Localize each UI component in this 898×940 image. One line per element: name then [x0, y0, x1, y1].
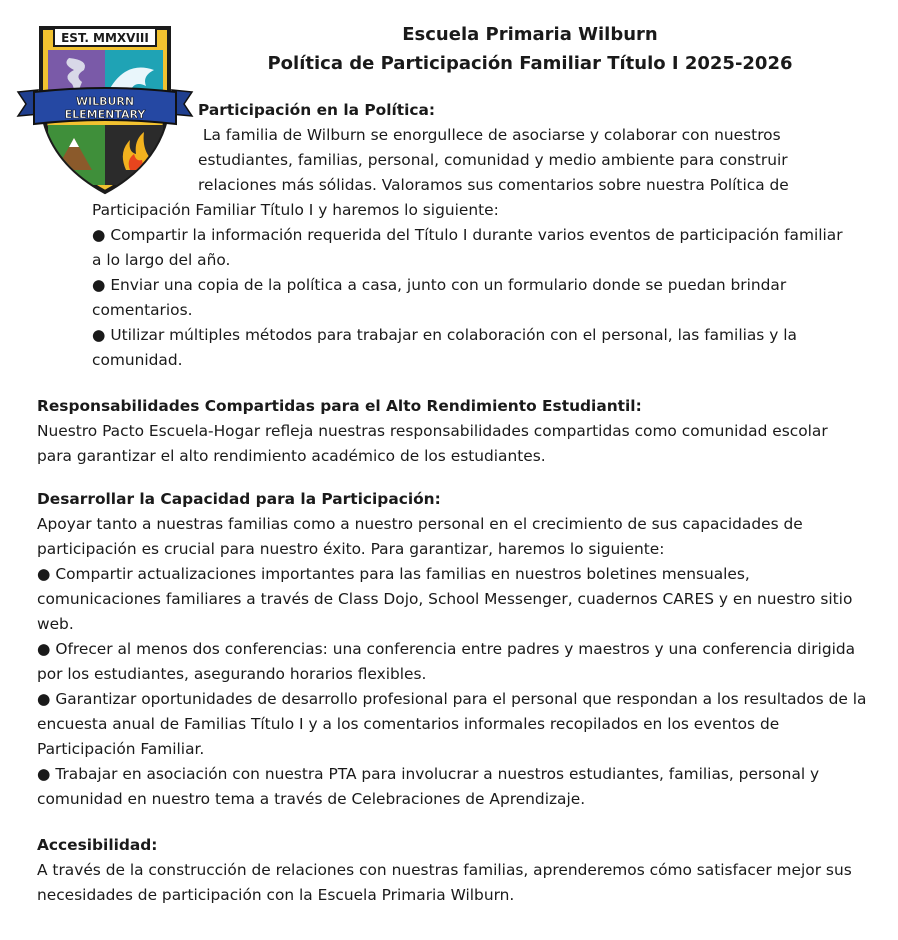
intro-line: relaciones más sólidas. Valoramos sus comentarios sobre nuestra Política de — [198, 176, 789, 194]
crest-est-text: EST. MMXVIII — [61, 31, 149, 45]
list-item: ● Ofrecer al menos dos conferencias: una conferencia entre padres y maestros y una conferencia dirigida por los estudiantes, asegurando horarios flexibles. — [37, 637, 867, 687]
section-heading: Accesibilidad: — [37, 836, 158, 854]
section-heading: Participación en la Política: — [198, 101, 436, 119]
document-title-policy: Política de Participación Familiar Título I 2025-2026 — [267, 53, 793, 74]
list-item: ● Trabajar en asociación con nuestra PTA para involucrar a nuestros estudiantes, familias, personal y comunidad en nuestro tema a través de Celebraciones de Aprendizaje. — [37, 762, 867, 812]
section-heading: Desarrollar la Capacidad para la Participación: — [37, 490, 441, 508]
section-shared-responsibilities — [37, 394, 857, 469]
list-item: ● Enviar una copia de la política a casa, junto con un formulario donde se puedan brindar comentarios. — [92, 273, 852, 323]
crest-banner-line2: ELEMENTARY — [64, 108, 146, 121]
crest-banner-line1: WILBURN — [75, 95, 135, 108]
section-policy-participation — [92, 98, 852, 373]
section-body: Apoyar tanto a nuestras familias como a nuestro personal en el crecimiento de sus capacidades de participación es crucial para nuestro éxito. Para garantizar, haremos lo siguiente: — [37, 515, 803, 558]
intro-line: estudiantes, familias, personal, comunidad y medio ambiente para construir — [198, 151, 788, 169]
intro-line: Participación Familiar Título I y haremos lo siguiente: — [92, 201, 499, 219]
section-build-capacity — [37, 487, 867, 812]
intro-line: La familia de Wilburn se enorgullece de asociarse y colaborar con nuestros — [198, 126, 781, 144]
document-title-school: Escuela Primaria Wilburn — [402, 24, 658, 45]
section-body: Nuestro Pacto Escuela-Hogar refleja nuestras responsabilidades compartidas como comunidad escolar para garantizar el alto rendimiento académico de los estudiantes. — [37, 422, 828, 465]
section-accessibility — [37, 833, 857, 908]
list-item: ● Garantizar oportunidades de desarrollo profesional para el personal que respondan a los resultados de la encuesta anual de Familias Título I y a los comentarios informales recopilados en los eventos de Participación Familiar. — [37, 687, 867, 762]
section-heading: Responsabilidades Compartidas para el Alto Rendimiento Estudiantil: — [37, 397, 642, 415]
list-item: ● Utilizar múltiples métodos para trabajar en colaboración con el personal, las familias y la comunidad. — [92, 323, 852, 373]
list-item: ● Compartir la información requerida del Título I durante varios eventos de participación familiar a lo largo del año. — [92, 223, 852, 273]
section-body: A través de la construcción de relaciones con nuestras familias, aprenderemos cómo satisfacer mejor sus necesidades de participación con la Escuela Primaria Wilburn. — [37, 861, 852, 904]
list-item: ● Compartir actualizaciones importantes para las familias en nuestros boletines mensuales, comunicaciones familiares a través de Class Dojo, School Messenger, cuadernos CARES y en nuestro sitio web. — [37, 562, 867, 637]
